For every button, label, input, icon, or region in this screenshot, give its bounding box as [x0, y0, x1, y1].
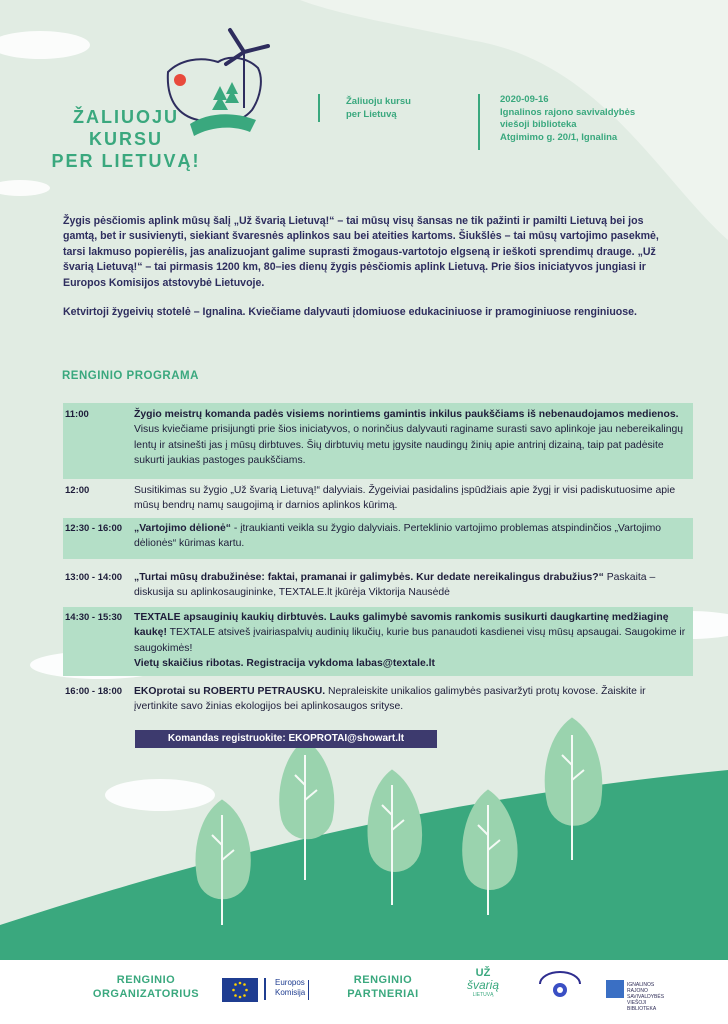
intro-text [63, 214, 663, 334]
program-text: Visus kviečiame prisijungti prie šios iniciatyvos, o norinčius dalyvauti raginame surasti savo aplinkoje jau nebereikalingų lentų ir atsinešti jas į mūsų dirbtuves. Šių dirbtuvių metu įgysite naudingų žinių apie antrinį dizainą, taip pat padėsite sukurti jaukias pastoges paukščiams. [134, 424, 684, 466]
divider [318, 94, 320, 122]
program-highlight: TEXTALE apsauginių kaukių dirbtuvės. Lauks galimybė savomis rankomis susikurti daugkartinę medžiaginę kaukę! [134, 612, 669, 639]
organizers-label-line: RENGINIO [116, 974, 176, 986]
program-row [63, 518, 693, 559]
ec-label-line: Europos [275, 978, 305, 987]
program-heading: RENGINIO PROGRAMA [62, 370, 199, 382]
program-time: 14:30 - 15:30 [65, 612, 123, 623]
intro-paragraph: Žygis pėsčiomis aplink mūsų šalį „Už švarią Lietuvą!“ – tai mūsų visų šansas ne tik pažinti ir pamilti Lietuvą bei jos gamtą, bet ir susivienyti, siekiant švaresnės aplinkos sau bei ateities kartoms. Šiukšlės – tai mūsų vartojimo pasekmė, tarsi lakmuso popierėlis, jas analizuojant galime suprasti žmogaus-vartotojo elgseną ir ieškoti sprendimų drauge. „Už švarią Lietuvą!“ – tai pirmasis 1200 km, 80–ies dienų žygis pėsčiomis aplink Lietuvą. Prie šios iniciatyvos jungiasi ir Europos Komisijos atstovybė Lietuvoje. [63, 215, 659, 289]
divider [308, 980, 309, 1000]
divider [478, 94, 480, 150]
program-highlight: „Vartojimo dėlionė“ [134, 523, 231, 534]
ec-logo-mark [264, 978, 266, 1000]
program-row [63, 483, 693, 514]
event-date: 2020-09-16 [500, 94, 549, 105]
program-row [63, 570, 693, 601]
registration-note: Vietų skaičius ribotas. Registracija vykdoma labas@textale.lt [134, 657, 436, 669]
event-name-line: per Lietuvą [346, 108, 397, 120]
program-time: 16:00 - 18:00 [65, 686, 123, 697]
program-text: Paskaita – diskusija su aplinkosaugininke, TEXTALE.lt įkūrėja Viktorija Nausėdė [134, 572, 656, 599]
program-row [63, 684, 693, 715]
logo-line-2: PER LIETUVĄ! [51, 151, 201, 171]
program-text: TEXTALE atsiveš įvairiaspalvių audinių likučių, kurie bus panaudoti kasdienei visų mūsų apsaugai. Saugokime ir saugokimės! [134, 627, 686, 654]
program-text: - įtraukianti veikla su žygio dalyviais. Perteklinio vartojimo problemas atspindinčios „Vartojimo dėlionės“ kūrimas kartu. [134, 523, 662, 550]
eu-flag-icon [222, 978, 258, 1002]
program-time: 11:00 [65, 409, 89, 420]
partner-logo-uz-svaria [458, 968, 508, 998]
partners-label-line: PARTNERIAI [347, 988, 419, 1000]
partner-logo-line: UŽ [475, 967, 491, 979]
partner-logo-seal-icon [536, 970, 584, 1000]
library-logo-text: IGNALINOS RAJONO SAVIVALDYBĖS VIEŠOJI BIBLIOTEKA [627, 982, 665, 1012]
program-highlight: Žygio meistrų komanda padės visiems norintiems gamintis inkilus paukščiams iš nebenaudojamos medienos. [134, 409, 679, 420]
program-time: 13:00 - 14:00 [65, 572, 123, 583]
partner-logo-line: švarią [466, 978, 499, 992]
library-logo-icon [606, 980, 624, 998]
ec-label-line: Komisija [275, 988, 306, 997]
program-text: Susitikimas su žygio „Už švarią Lietuvą!“ dalyviais. Žygeiviai pasidalins įspūdžiais apie žygį ir visi padiskutuosime apie mūsų bendrų namų saugojimą ir darnios aplinkos kūrimą. [134, 485, 676, 512]
organizers-label [76, 973, 216, 1001]
event-name-line: Žaliuoju kursu [346, 96, 411, 107]
program-highlight: „Turtai mūsų drabužinėse: faktai, pramanai ir galimybės. Kur dedate nereikalingus drabužius?“ [134, 572, 604, 583]
program-highlight: EKOprotai su ROBERTU PETRAUSKU. [134, 686, 326, 697]
registration-banner[interactable]: Komandas registruokite: EKOPROTAI@showart.lt [135, 730, 437, 748]
organizers-label-line: ORGANIZATORIUS [92, 988, 200, 1000]
venue-line: viešoji biblioteka [500, 119, 577, 130]
program-row [63, 607, 693, 676]
venue-line: Ignalinos rajono savivaldybės [500, 106, 636, 118]
logo-title [36, 106, 216, 172]
event-details [500, 94, 635, 144]
partners-label-line: RENGINIO [353, 974, 413, 986]
partners-label [338, 973, 428, 1001]
intro-paragraph: Ketvirtoji žygeivių stotelė – Ignalina. Kviečiame dalyvauti įdomiuose edukaciniuose ir pramoginiuose renginiuose. [63, 306, 637, 319]
logo-line-1: ŽALIUOJU KURSU [73, 107, 179, 149]
program-text: Nepraleiskite unikalios galimybės pasivaržyti protų kovose. Žaiskite ir įvertinkite savo žinias ekologijos bei aplinkosaugos srityse. [134, 686, 646, 713]
event-name [346, 96, 411, 121]
program-time: 12:00 [65, 485, 90, 496]
venue-line: Atgimimo g. 20/1, Ignalina [500, 131, 618, 143]
ec-label [275, 978, 305, 998]
program-time: 12:30 - 16:00 [65, 523, 123, 534]
program-row [63, 403, 693, 479]
partner-logo-line: LIETUVĄ [472, 992, 494, 998]
